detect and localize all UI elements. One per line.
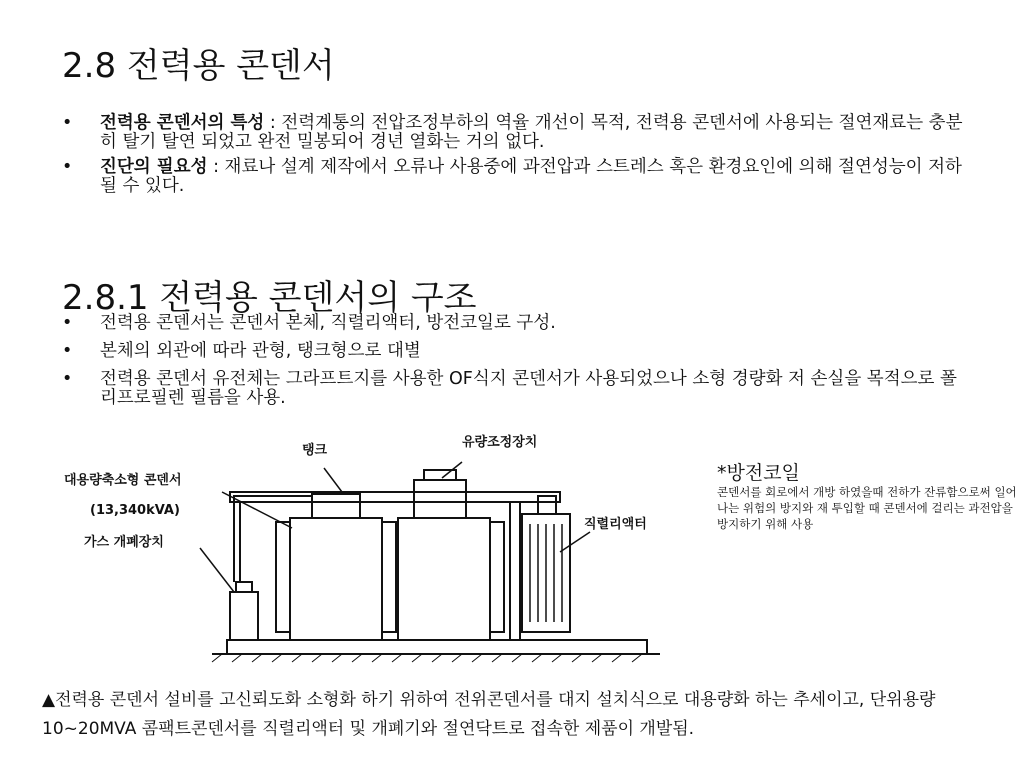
section-title: 2.8 전력용 콘덴서 — [62, 46, 335, 86]
note-title: *방전코일 — [717, 462, 800, 484]
reactor-coil-lines — [530, 524, 562, 622]
gas-switch-cap — [236, 582, 252, 592]
ground-hatch — [212, 654, 642, 662]
capacitor-equipment-figure — [62, 422, 692, 672]
gas-switch-unit — [230, 592, 258, 640]
oil-regulator-unit — [414, 480, 466, 518]
left-tank-rib — [276, 522, 290, 632]
list-item — [62, 342, 967, 361]
reactor-terminal — [538, 496, 556, 514]
bullet-marker: • — [62, 369, 73, 389]
list-item — [62, 158, 967, 196]
left-tank-top — [312, 494, 360, 518]
caption-marker-icon: ▲ — [42, 690, 56, 710]
caption-text: 전력용 콘덴서 설비를 고신뢰도화 소형화 하기 위하여 전위콘덴서를 대지 설치식으로 대용량화 하는 추세이고, 단위용량 10~20MVA 콤팩트콘덴서를 직렬리액터 및 개폐기와 절연닥트로 접속한 제품이 개발됨. — [42, 690, 936, 739]
subsection-title: 2.8.1 전력용 콘덴서의 구조 — [62, 278, 477, 318]
bullet-text: : 전력계통의 전압조정부하의 역율 개선이 목적, 전력용 콘덴서에 사용되는 절연재료는 충분히 탈기 탈연 되었고 완전 밀봉되어 경년 열화는 거의 없다. — [100, 113, 963, 152]
bullet-marker: • — [62, 341, 73, 361]
left-tank-rib — [382, 522, 396, 632]
section2-bullet-list — [62, 314, 967, 417]
left-frame-pipe — [234, 496, 312, 582]
leader-reactor — [560, 532, 590, 552]
bullet-marker: • — [62, 157, 73, 177]
base-platform — [227, 640, 647, 654]
figure-caption — [42, 686, 1002, 744]
label-oil-regulator: 유량조정장치 — [462, 435, 538, 450]
right-capacitor-tank — [398, 518, 490, 640]
leader-capacitor — [222, 492, 292, 528]
leader-tank — [324, 468, 342, 492]
section1-bullet-list — [62, 114, 967, 202]
label-gas-switch: 가스 개폐장치 — [84, 535, 164, 550]
label-tank: 탱크 — [302, 443, 328, 458]
list-item — [62, 314, 967, 333]
right-tank-rib — [490, 522, 504, 632]
bullet-heading: 전력용 콘덴서의 특성 — [100, 113, 265, 133]
bullet-text: 전력용 콘덴서는 콘덴서 본체, 직렬리액터, 방전코일로 구성. — [100, 313, 556, 333]
bullet-marker: • — [62, 313, 73, 333]
bullet-text: 본체의 외관에 따라 관형, 탱크형으로 대별 — [100, 341, 421, 361]
left-capacitor-tank — [290, 518, 382, 640]
list-item — [62, 114, 967, 152]
equipment-drawing — [62, 422, 692, 672]
discharge-coil-note — [717, 462, 1017, 532]
bullet-heading: 진단의 필요성 — [100, 157, 208, 177]
bullet-text: : 재료나 설계 제작에서 오류나 사용중에 과전압과 스트레스 혹은 환경요인에 의해 절연성능이 저하될 수 있다. — [100, 157, 962, 196]
label-series-reactor: 직렬리액터 — [584, 517, 647, 532]
bullet-marker: • — [62, 113, 73, 133]
reactor-frame — [510, 502, 520, 640]
note-body: 콘덴서를 회로에서 개방 하였을때 전하가 잔류함으로써 일어나는 위험의 방지와 재 투입할 때 콘덴서에 걸리는 과전압을 방지하기 위해 사용 — [717, 485, 1017, 531]
label-rating: (13,340kVA) — [90, 503, 180, 518]
label-large-capacitor: 대용량축소형 콘덴서 — [64, 473, 182, 488]
list-item — [62, 370, 967, 408]
leader-gas — [200, 548, 234, 592]
bullet-text: 전력용 콘덴서 유전체는 그라프트지를 사용한 OF식지 콘덴서가 사용되었으나 소형 경량화 저 손실을 목적으로 폴리프로필렌 필름을 사용. — [100, 369, 957, 408]
